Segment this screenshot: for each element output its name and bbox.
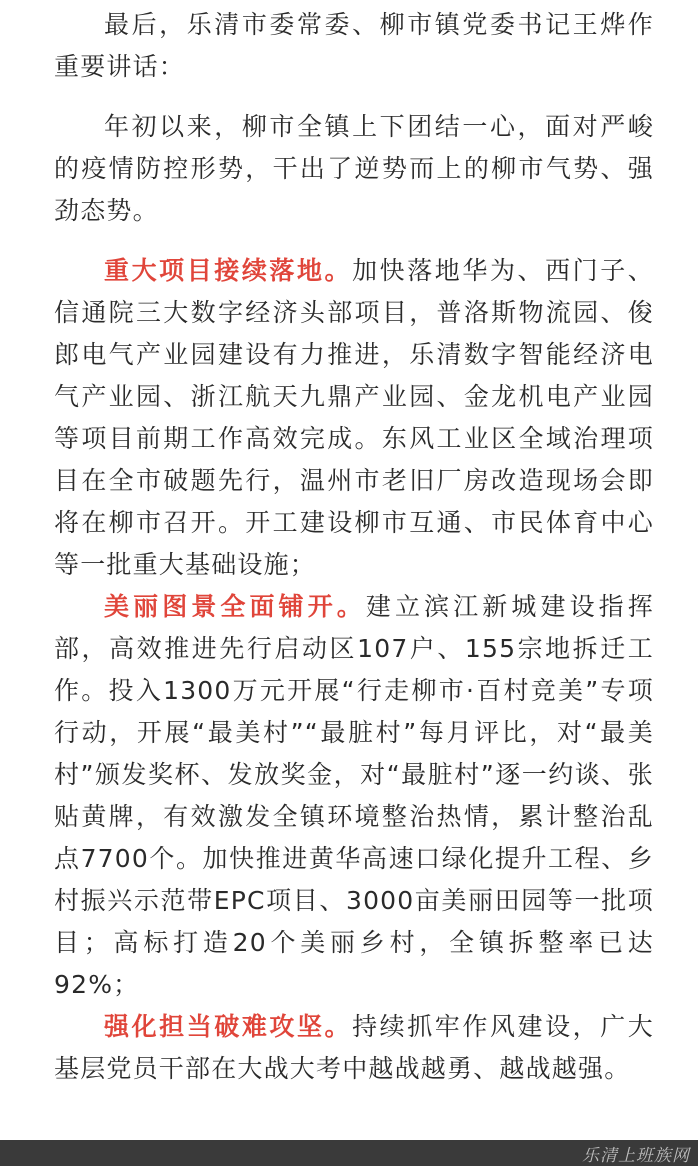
paragraph-text: 加快落地华为、西门子、信通院三大数字经济头部项目，普洛斯物流园、俊郎电气产业园建设有力推进，乐清数字智能经济电气产业园、浙江航天九鼎产业园、金龙机电产业园等项目前期工作高效完成。东风工业区全域治理项目在全市破题先行，温州市老旧厂房改造现场会即将在柳市召开。开工建设柳市互通、市民体育中心等一批重大基础设施； (54, 256, 654, 579)
paragraph-text: 最后，乐清市委常委、柳市镇党委书记王烨作重要讲话： (54, 10, 654, 81)
paragraph-text: 建立滨江新城建设指挥部，高效推进先行启动区107户、155宗地拆迁工作。投入1300万元开展“行走柳市·百村竞美”专项行动，开展“最美村”“最脏村”每月评比，对“最美村”颁发奖杯、发放奖金，对“最脏村”逐一约谈、张贴黄牌，有效激发全镇环境整治热情，累计整治乱点7700个。加快推进黄华高速口绿化提升工程、乡村振兴示范带EPC项目、3000亩美丽田园等一批项目；高标打造20个美丽乡村，全镇拆整率已达92%； (54, 592, 654, 999)
highlight-heading: 强化担当破难攻坚。 (104, 1012, 353, 1041)
paragraph-text: 持续抓牢作风建设，广大基层党员干部在大战大考中越战越勇、越战越强。 (54, 1012, 654, 1083)
paragraph-intro (54, 106, 654, 232)
paragraph-beautiful-scenery (54, 586, 654, 1006)
paragraph-closing-speech (54, 4, 654, 88)
highlight-heading: 重大项目接续落地。 (104, 256, 353, 285)
article-body (54, 4, 654, 1090)
highlight-heading: 美丽图景全面铺开。 (104, 592, 366, 621)
paragraph-text: 年初以来，柳市全镇上下团结一心，面对严峻的疫情防控形势，干出了逆势而上的柳市气势、强劲态势。 (54, 112, 654, 225)
watermark: 乐清上班族网 (582, 1146, 690, 1166)
paragraph-major-projects (54, 250, 654, 586)
paragraph-responsibility (54, 1006, 654, 1090)
